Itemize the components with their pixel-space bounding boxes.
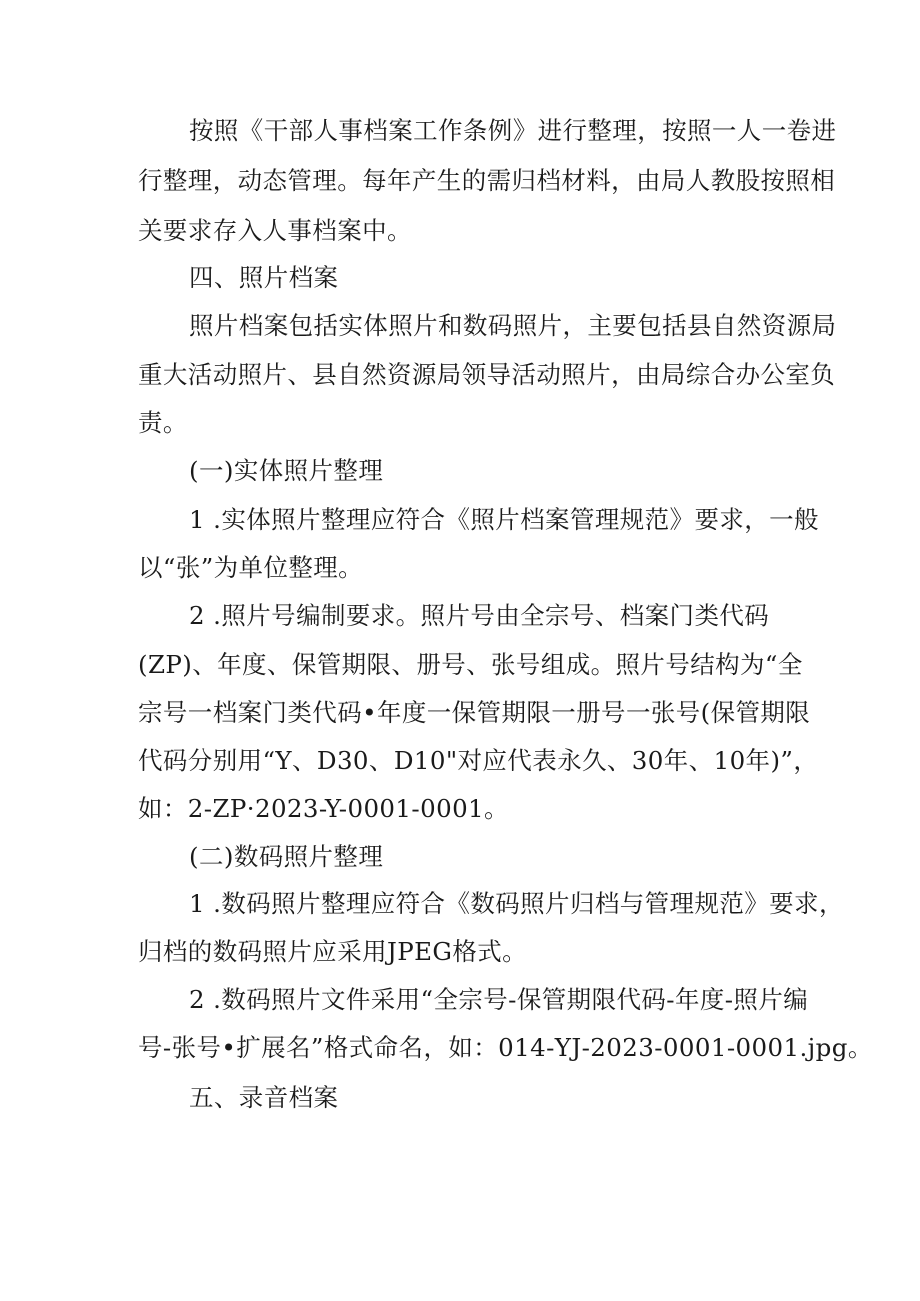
sub1-item1-line2: 以“张”为单位整理。 bbox=[138, 553, 364, 582]
para1-line1: 按照《干部人事档案工作条例》进行整理，按照一人一卷进 bbox=[189, 116, 837, 145]
para1-line3: 关要求存入人事档案中。 bbox=[138, 216, 412, 245]
sub1-item2-line3: 宗号一档案门类代码•年度一保管期限一册号一张号(保管期限 bbox=[138, 698, 811, 727]
sub2-item2-line1: 2 .数码照片文件采用“全宗号-保管期限代码-年度-照片编 bbox=[189, 985, 809, 1014]
section4-intro-line2: 重大活动照片、县自然资源局领导活动照片，由局综合办公室负 bbox=[138, 360, 836, 389]
sub1-item2-line2: (ZP)、年度、保管期限、册号、张号组成。照片号结构为“全 bbox=[138, 650, 803, 679]
section4-intro-line1: 照片档案包括实体照片和数码照片，主要包括县自然资源局 bbox=[189, 311, 837, 340]
section4-heading: 四、照片档案 bbox=[189, 263, 339, 292]
sub1-heading: (一)实体照片整理 bbox=[189, 456, 384, 485]
sub2-item1-line1: 1 .数码照片整理应符合《数码照片归档与管理规范》要求， bbox=[189, 889, 844, 918]
para1-line2: 行整理，动态管理。每年产生的需归档材料，由局人教股按照相 bbox=[138, 166, 836, 195]
sub2-item1-line2: 归档的数码照片应采用JPEG格式。 bbox=[138, 937, 528, 966]
sub1-item2-line1: 2 .照片号编制要求。照片号由全宗号、档案门类代码 bbox=[189, 601, 770, 630]
sub1-item2-line4: 代码分别用“Y、D30、D10"对应代表永久、30年、10年)”， bbox=[138, 746, 819, 775]
section4-intro-line3: 责。 bbox=[138, 408, 188, 437]
sub1-item2-line5: 如：2-ZP·2023-Y-0001-0001。 bbox=[138, 794, 509, 823]
sub2-item2-line2: 号-张号•扩展名”格式命名，如：014-YJ-2023-0001-0001.jpg。 bbox=[138, 1033, 873, 1062]
section5-heading: 五、录音档案 bbox=[189, 1083, 339, 1112]
sub1-item1-line1: 1 .实体照片整理应符合《照片档案管理规范》要求，一般 bbox=[189, 505, 819, 534]
sub2-heading: (二)数码照片整理 bbox=[189, 842, 384, 871]
